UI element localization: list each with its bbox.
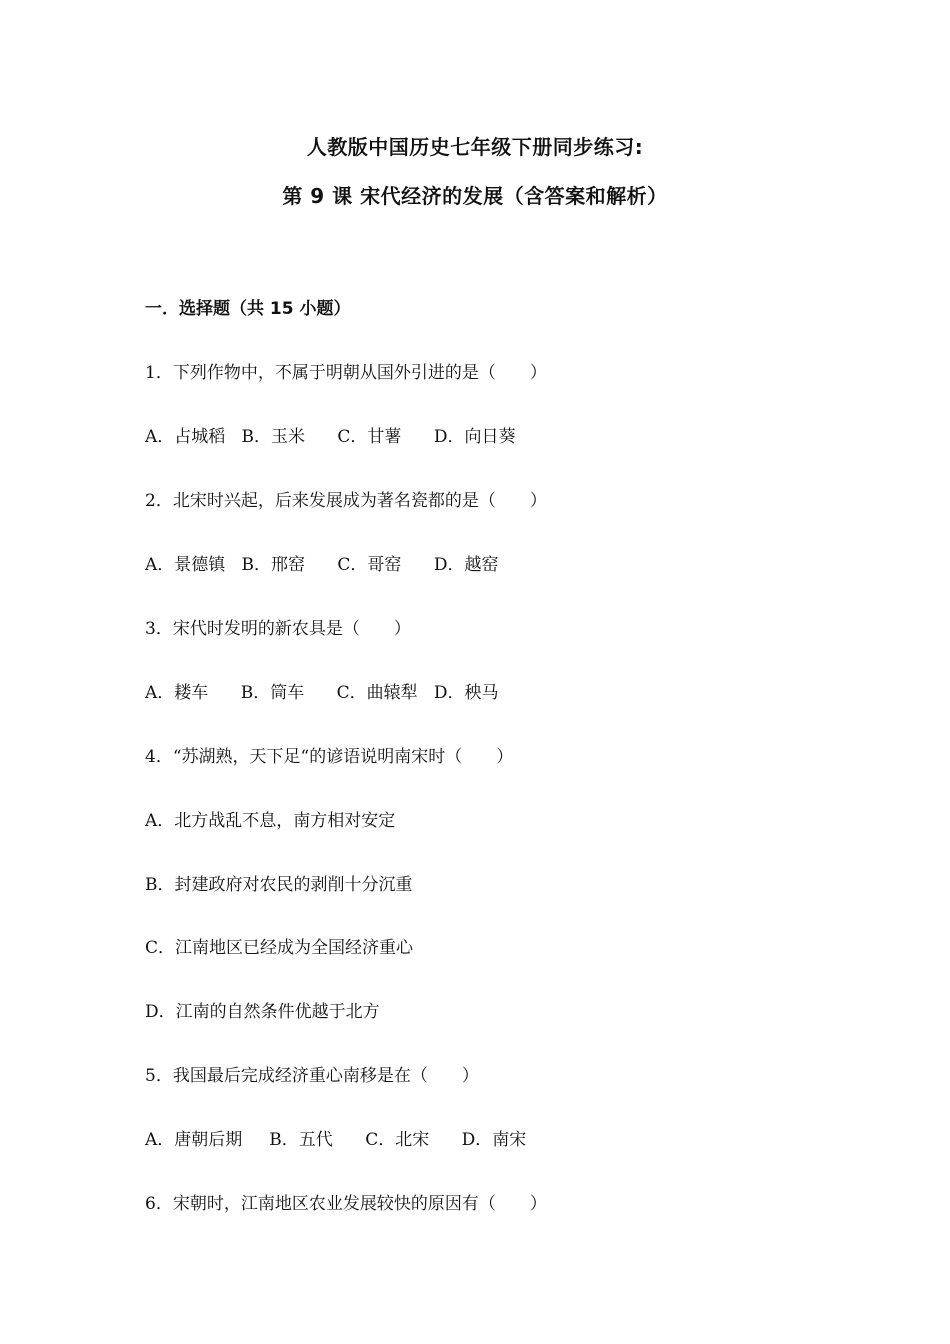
question-1-stem: 1．下列作物中，不属于明朝从国外引进的是（ ） — [145, 363, 547, 383]
question-2-stem: 2．北宋时兴起，后来发展成为著名瓷都的是（ ） — [145, 491, 547, 511]
question-3-options: A．耧车 B．筒车 C．曲辕犁 D．秧马 — [145, 683, 499, 703]
question-1-options: A．占城稻 B．玉米 C．甘薯 D．向日葵 — [145, 427, 516, 447]
section-heading: 一．选择题（共 15 小题） — [145, 299, 351, 319]
question-4-option-c: C．江南地区已经成为全国经济重心 — [145, 938, 414, 958]
document-title-line-1: 人教版中国历史七年级下册同步练习: — [306, 135, 644, 159]
question-4-option-a: A．北方战乱不息，南方相对安定 — [145, 811, 396, 831]
question-2-options: A．景德镇 B．邢窑 C．哥窑 D．越窑 — [145, 555, 499, 575]
question-4-stem: 4．“苏湖熟，天下足“的谚语说明南宋时（ ） — [145, 747, 514, 767]
question-4-option-b: B．封建政府对农民的剥削十分沉重 — [145, 875, 413, 895]
question-5-stem: 5．我国最后完成经济重心南移是在（ ） — [145, 1066, 479, 1086]
question-3-stem: 3．宋代时发明的新农具是（ ） — [145, 619, 411, 639]
document-title-line-2: 第 9 课 宋代经济的发展（含答案和解析） — [282, 184, 668, 208]
question-4-option-d: D．江南的自然条件优越于北方 — [145, 1002, 380, 1022]
question-6-stem: 6．宋朝时，江南地区农业发展较快的原因有（ ） — [145, 1194, 547, 1214]
question-5-options: A．唐朝后期 B．五代 C．北宋 D．南宋 — [145, 1130, 527, 1150]
